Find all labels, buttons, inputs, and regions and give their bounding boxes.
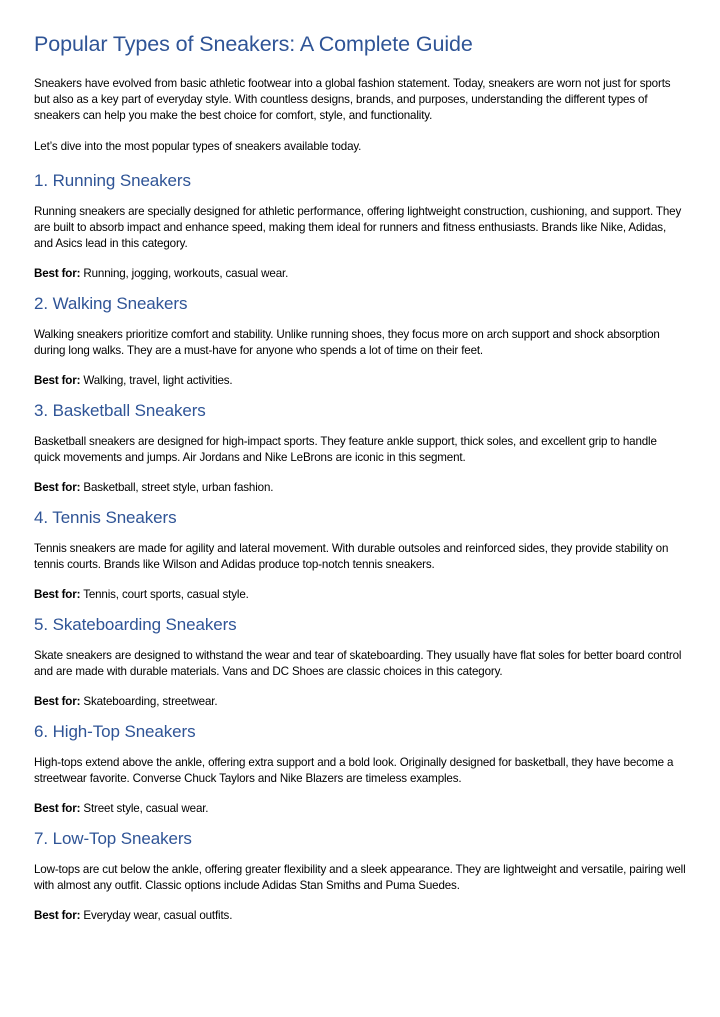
best-for-label: Best for:: [34, 909, 81, 922]
section-body: Low-tops are cut below the ankle, offering greater flexibility and a sleek appearance. They are lightweight and versatile, pairing well with almost any outfit. Classic options include Adidas Stan Smiths and Puma Suedes.: [34, 863, 686, 892]
section-high-top-sneakers: [34, 721, 686, 817]
section-walking-sneakers: [34, 293, 686, 389]
section-heading: 6. High-Top Sneakers: [34, 722, 196, 741]
best-for-value: Skateboarding, streetwear.: [80, 695, 218, 708]
section-running-sneakers: [34, 170, 686, 282]
section-heading: 1. Running Sneakers: [34, 171, 191, 190]
page-title: Popular Types of Sneakers: A Complete Guide: [34, 32, 473, 56]
section-heading: 4. Tennis Sneakers: [34, 508, 177, 527]
best-for-line: [34, 908, 686, 924]
best-for-label: Best for:: [34, 588, 81, 601]
section-heading: 3. Basketball Sneakers: [34, 401, 206, 420]
best-for-line: [34, 480, 686, 496]
intro-lead-in: Let’s dive into the most popular types of sneakers available today.: [34, 140, 362, 153]
section-body: Tennis sneakers are made for agility and lateral movement. With durable outsoles and reinforced sides, they provide stability on tennis courts. Brands like Wilson and Adidas produce top-notch tennis sneakers.: [34, 542, 669, 571]
best-for-line: [34, 373, 686, 389]
best-for-label: Best for:: [34, 267, 81, 280]
best-for-label: Best for:: [34, 374, 81, 387]
section-body: Running sneakers are specially designed for athletic performance, offering lightweight construction, cushioning, and support. They are built to absorb impact and enhance speed, making them ideal for runners and fitness enthusiasts. Brands like Nike, Adidas, and Asics lead in this category.: [34, 205, 682, 250]
best-for-line: [34, 587, 686, 603]
best-for-value: Walking, travel, light activities.: [80, 374, 233, 387]
section-body: Walking sneakers prioritize comfort and stability. Unlike running shoes, they focus more on arch support and shock absorption during long walks. They are a must-have for anyone who spends a lot of time on their feet.: [34, 328, 660, 357]
section-heading: 2. Walking Sneakers: [34, 294, 188, 313]
section-skateboarding-sneakers: [34, 614, 686, 710]
section-heading: 5. Skateboarding Sneakers: [34, 615, 237, 634]
best-for-value: Street style, casual wear.: [80, 802, 209, 815]
section-body: Basketball sneakers are designed for high-impact sports. They feature ankle support, thick soles, and excellent grip to handle quick movements and jumps. Air Jordans and Nike LeBrons are iconic in this segment.: [34, 435, 657, 464]
section-tennis-sneakers: [34, 507, 686, 603]
section-body: Skate sneakers are designed to withstand the wear and tear of skateboarding. They usually have flat soles for better board control and are made with durable materials. Vans and DC Shoes are classic choices in this category.: [34, 649, 682, 678]
best-for-value: Everyday wear, casual outfits.: [80, 909, 233, 922]
intro-paragraph: Sneakers have evolved from basic athletic footwear into a global fashion statement. Today, sneakers are worn not just for sports but also as a key part of everyday style. With countless designs, brands, and purposes, understanding the different types of sneakers can help you make the best choice for comfort, style, and functionality.: [34, 77, 671, 122]
section-body: High-tops extend above the ankle, offering extra support and a bold look. Originally designed for basketball, they have become a streetwear favorite. Converse Chuck Taylors and Nike Blazers are timeless examples.: [34, 756, 674, 785]
section-basketball-sneakers: [34, 400, 686, 496]
section-heading: 7. Low-Top Sneakers: [34, 829, 192, 848]
best-for-line: [34, 801, 686, 817]
best-for-value: Running, jogging, workouts, casual wear.: [80, 267, 289, 280]
best-for-line: [34, 694, 686, 710]
best-for-label: Best for:: [34, 695, 81, 708]
best-for-label: Best for:: [34, 802, 81, 815]
section-low-top-sneakers: [34, 828, 686, 924]
best-for-value: Basketball, street style, urban fashion.: [80, 481, 274, 494]
best-for-line: [34, 266, 686, 282]
best-for-value: Tennis, court sports, casual style.: [80, 588, 249, 601]
best-for-label: Best for:: [34, 481, 81, 494]
